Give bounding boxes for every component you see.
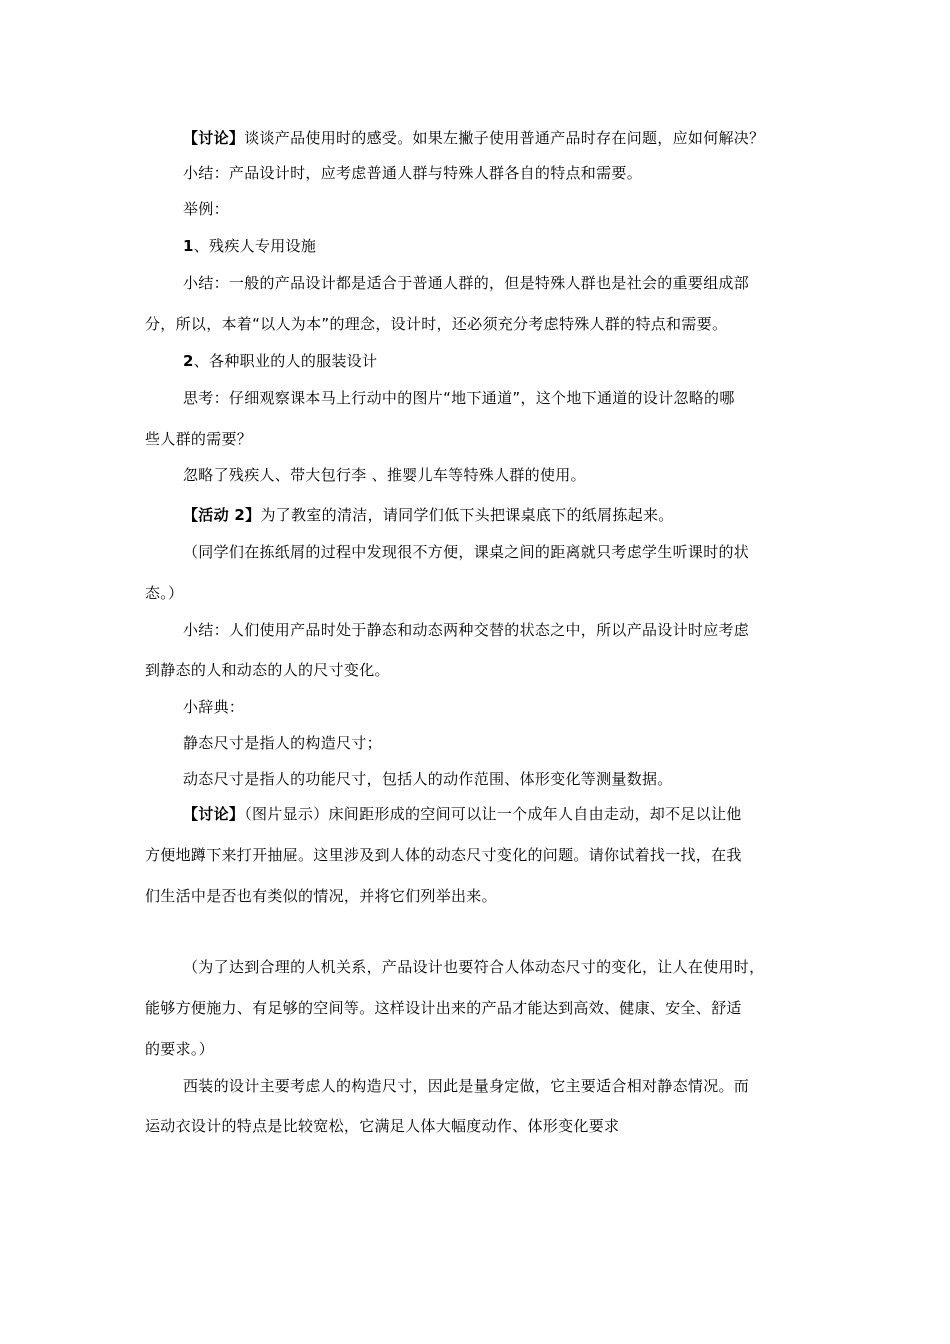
paragraph-text: 小结：人们使用产品时处于静态和动态两种交替的状态之中，所以产品设计时应考虑: [183, 621, 750, 639]
discussion-text: （图片显示）床间距形成的空间可以让一个成年人自由走动，却不足以让他: [244, 805, 742, 823]
paragraph-line: [183, 542, 749, 562]
paragraph-line: [145, 998, 742, 1018]
paragraph-text: 动态尺寸是指人的功能尺寸，包括人的动作范围、体形变化等测量数据。: [183, 770, 673, 788]
paragraph-text: 运动衣设计的特点是比较宽松，它满足人体大幅度动作、体形变化要求: [145, 1117, 620, 1135]
paragraph-text: 能够方便施力、有足够的空间等。这样设计出来的产品才能达到高效、健康、安全、舒适: [145, 999, 742, 1017]
paragraph-line: [145, 845, 742, 865]
paragraph-line: [183, 465, 586, 485]
paragraph-text: （同学们在拣纸屑的过程中发现很不方便，课桌之间的距离就只考虑学生听课时的状: [183, 543, 750, 561]
list-text: 、各种职业的人的服装设计: [193, 352, 378, 370]
paragraph-line: [183, 769, 673, 789]
example-label: 举例：: [183, 200, 229, 218]
list-number: 1: [183, 237, 194, 255]
paragraph-text: 小结：一般的产品设计都是适合于普通人群的，但是特殊人群也是社会的重要组成部: [183, 274, 750, 292]
paragraph-text: （为了达到合理的人机关系，产品设计也要符合人体动态尺寸的变化，让人在使用时，: [183, 958, 765, 976]
paragraph-text: 分，所以，本着“以人为本”的理念，设计时，还必须充分考虑特殊人群的特点和需要。: [145, 315, 728, 333]
paragraph-line: [183, 733, 382, 753]
paragraph-line: [183, 957, 764, 977]
dictionary-heading: [183, 697, 244, 717]
paragraph-text: 静态尺寸是指人的构造尺寸；: [183, 734, 382, 752]
paragraph-line: [145, 429, 252, 449]
paragraph-line: [145, 314, 727, 334]
paragraph-line: [183, 388, 735, 408]
discussion-tag: 【讨论】: [183, 805, 245, 823]
paragraph-text: 们生活中是否也有类似的情况，并将它们列举出来。: [145, 887, 497, 905]
discussion-2-line: [183, 804, 742, 824]
list-number: 2: [183, 352, 194, 370]
paragraph-text: 思考：仔细观察课本马上行动中的图片“地下通道”，这个地下通道的设计忽略的哪: [183, 389, 735, 407]
dictionary-label: 小辞典：: [183, 698, 245, 716]
paragraph-text: 西装的设计主要考虑人的构造尺寸，因此是量身定做，它主要适合相对静态情况。而: [183, 1077, 750, 1095]
example-heading: [183, 199, 229, 219]
paragraph-text: 些人群的需要？: [145, 430, 253, 448]
paragraph-line: [145, 1116, 619, 1136]
discussion-1-line: [183, 128, 764, 148]
paragraph-line: [145, 660, 390, 680]
paragraph-line: [183, 273, 749, 293]
discussion-tag: 【讨论】: [183, 129, 245, 147]
paragraph-line: [183, 620, 749, 640]
discussion-text: 谈谈产品使用时的感受。如果左撇子使用普通产品时存在问题，应如何解决？: [244, 129, 765, 147]
paragraph-line: [145, 583, 183, 603]
paragraph-text: 忽略了残疾人、带大包行李 、推婴儿车等特殊人群的使用。: [183, 466, 586, 484]
activity-tag: 【活动 2】: [183, 506, 261, 524]
activity-text: 为了教室的清洁，请同学们低下头把课桌底下的纸屑拣起来。: [260, 506, 674, 524]
list-item-2: [183, 351, 377, 371]
summary-text: 小结：产品设计时，应考虑普通人群与特殊人群各自的特点和需要。: [183, 164, 643, 182]
list-item-1: [183, 236, 316, 256]
paragraph-text: 态。）: [145, 584, 184, 602]
paragraph-text: 到静态的人和动态的人的尺寸变化。: [145, 661, 390, 679]
paragraph-line: [145, 1039, 214, 1059]
paragraph-text: 的要求。）: [145, 1040, 215, 1058]
paragraph-line: [145, 886, 497, 906]
activity-2-line: [183, 505, 674, 525]
paragraph-line: [183, 1076, 749, 1096]
summary-line: [183, 163, 642, 183]
list-text: 、残疾人专用设施: [193, 237, 317, 255]
paragraph-text: 方便地蹲下来打开抽屉。这里涉及到人体的动态尺寸变化的问题。请你试着找一找，在我: [145, 846, 742, 864]
